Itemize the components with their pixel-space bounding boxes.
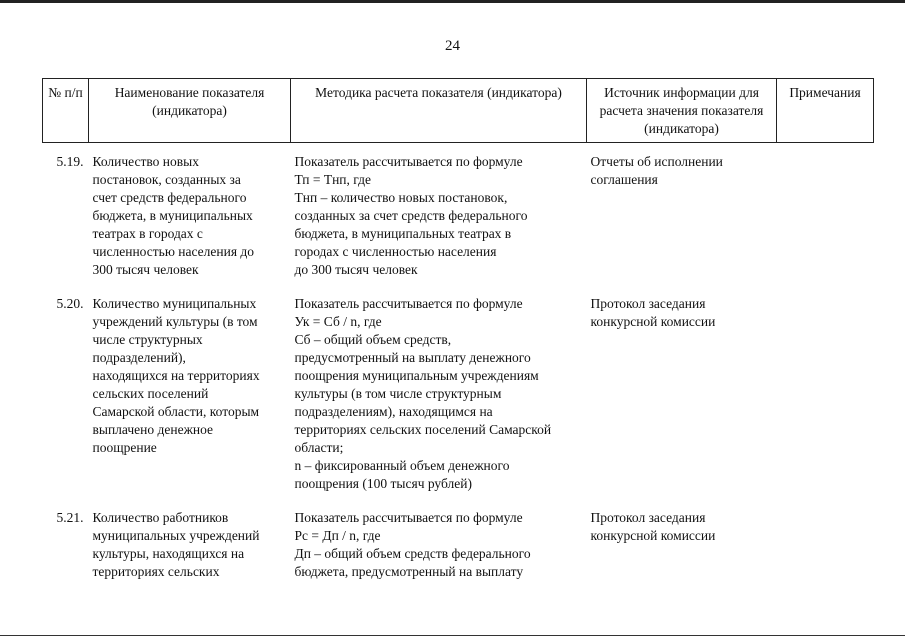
indicator-name-line: числе структурных [92, 332, 203, 347]
indicator-name-line: территориях сельских [92, 564, 220, 579]
indicator-name-line: поощрение [92, 440, 157, 455]
indicator-name [89, 295, 291, 493]
information-source-line: соглашения [590, 172, 658, 187]
indicator-name-line: подразделений), [92, 350, 186, 365]
calculation-method-line: до 300 тысяч человек [294, 262, 418, 277]
table-body [43, 143, 874, 582]
calculation-method-line: культуры (в том числе структурным [294, 386, 502, 401]
calculation-method-line: бюджета, предусмотренный на выплату [294, 564, 524, 579]
indicator-name-line: численностью населения до [92, 244, 255, 259]
calculation-method-line: Показатель рассчитывается по формуле [294, 510, 523, 525]
information-source-line: конкурсной комиссии [590, 314, 716, 329]
indicator-name [89, 153, 291, 279]
row-spacer [43, 493, 874, 509]
table-row [43, 153, 874, 279]
indicator-name-line: счет средств федерального [92, 190, 247, 205]
information-source [587, 295, 777, 493]
calculation-method-line: Тп = Тнп, где [294, 172, 371, 187]
calculation-method-line: поощрения (100 тысяч рублей) [294, 476, 472, 491]
header-notes: Примечания [777, 79, 874, 143]
header-num: № п/п [43, 79, 89, 143]
calculation-method-line: городах с численностью населения [294, 244, 497, 259]
calculation-method [291, 509, 587, 581]
information-source-line: конкурсной комиссии [590, 528, 716, 543]
indicator-name-line: сельских поселений [92, 386, 209, 401]
calculation-method-line: n – фиксированный объем денежного [294, 458, 510, 473]
indicator-name-line: Количество муниципальных [92, 296, 257, 311]
header-source: Источник информации для расчета значения показателя (индикатора) [587, 79, 777, 143]
indicator-name-line: муниципальных учреждений [92, 528, 260, 543]
indicator-name-line: бюджета, в муниципальных [92, 208, 253, 223]
calculation-method [291, 153, 587, 279]
calculation-method-line: Показатель рассчитывается по формуле [294, 154, 523, 169]
header-name: Наименование показателя (индикатора) [89, 79, 291, 143]
page-number: 24 [445, 38, 460, 54]
calculation-method-line: Сб – общий объем средств, [294, 332, 452, 347]
calculation-method-line: Тнп – количество новых постановок, [294, 190, 508, 205]
notes-cell [777, 509, 874, 581]
page-top-edge [0, 0, 905, 3]
header-method: Методика расчета показателя (индикатора) [291, 79, 587, 143]
indicators-table [42, 78, 874, 581]
page-bottom-edge [0, 635, 905, 636]
calculation-method-line: поощрения муниципальным учреждениям [294, 368, 539, 383]
calculation-method-line: предусмотренный на выплату денежного [294, 350, 531, 365]
calculation-method-line: Дп – общий объем средств федерального [294, 546, 531, 561]
table-row [43, 295, 874, 493]
calculation-method-line: области; [294, 440, 344, 455]
indicator-name-line: Самарской области, которым [92, 404, 260, 419]
information-source [587, 509, 777, 581]
row-spacer [43, 279, 874, 295]
table-header-row [43, 79, 874, 143]
row-number: 5.21. [56, 510, 84, 525]
calculation-method-line: подразделениям), находящимся на [294, 404, 493, 419]
calculation-method-line: территориях сельских поселений Самарской [294, 422, 552, 437]
calculation-method-line: Показатель рассчитывается по формуле [294, 296, 523, 311]
indicator-name-line: постановок, созданных за [92, 172, 241, 187]
information-source-line: Протокол заседания [590, 296, 706, 311]
indicator-name-line: Количество работников [92, 510, 229, 525]
indicator-name-line: выплачено денежное [92, 422, 214, 437]
indicator-name-line: культуры, находящихся на [92, 546, 245, 561]
row-number: 5.19. [56, 154, 84, 169]
row-number: 5.20. [56, 296, 84, 311]
indicator-name-line: учреждений культуры (в том [92, 314, 258, 329]
calculation-method-line: бюджета, в муниципальных театрах в [294, 226, 512, 241]
indicator-name-line: театрах в городах с [92, 226, 203, 241]
calculation-method-line: Ук = Сб / n, где [294, 314, 382, 329]
indicator-name-line: 300 тысяч человек [92, 262, 199, 277]
indicator-name-line: находящихся на территориях [92, 368, 260, 383]
calculation-method [291, 295, 587, 493]
information-source [587, 153, 777, 279]
notes-cell [777, 295, 874, 493]
calculation-method-line: Рс = Дп / n, где [294, 528, 381, 543]
indicator-name-line: Количество новых [92, 154, 199, 169]
notes-cell [777, 153, 874, 279]
information-source-line: Отчеты об исполнении [590, 154, 723, 169]
table-row [43, 509, 874, 581]
indicator-name [89, 509, 291, 581]
calculation-method-line: созданных за счет средств федерального [294, 208, 528, 223]
information-source-line: Протокол заседания [590, 510, 706, 525]
